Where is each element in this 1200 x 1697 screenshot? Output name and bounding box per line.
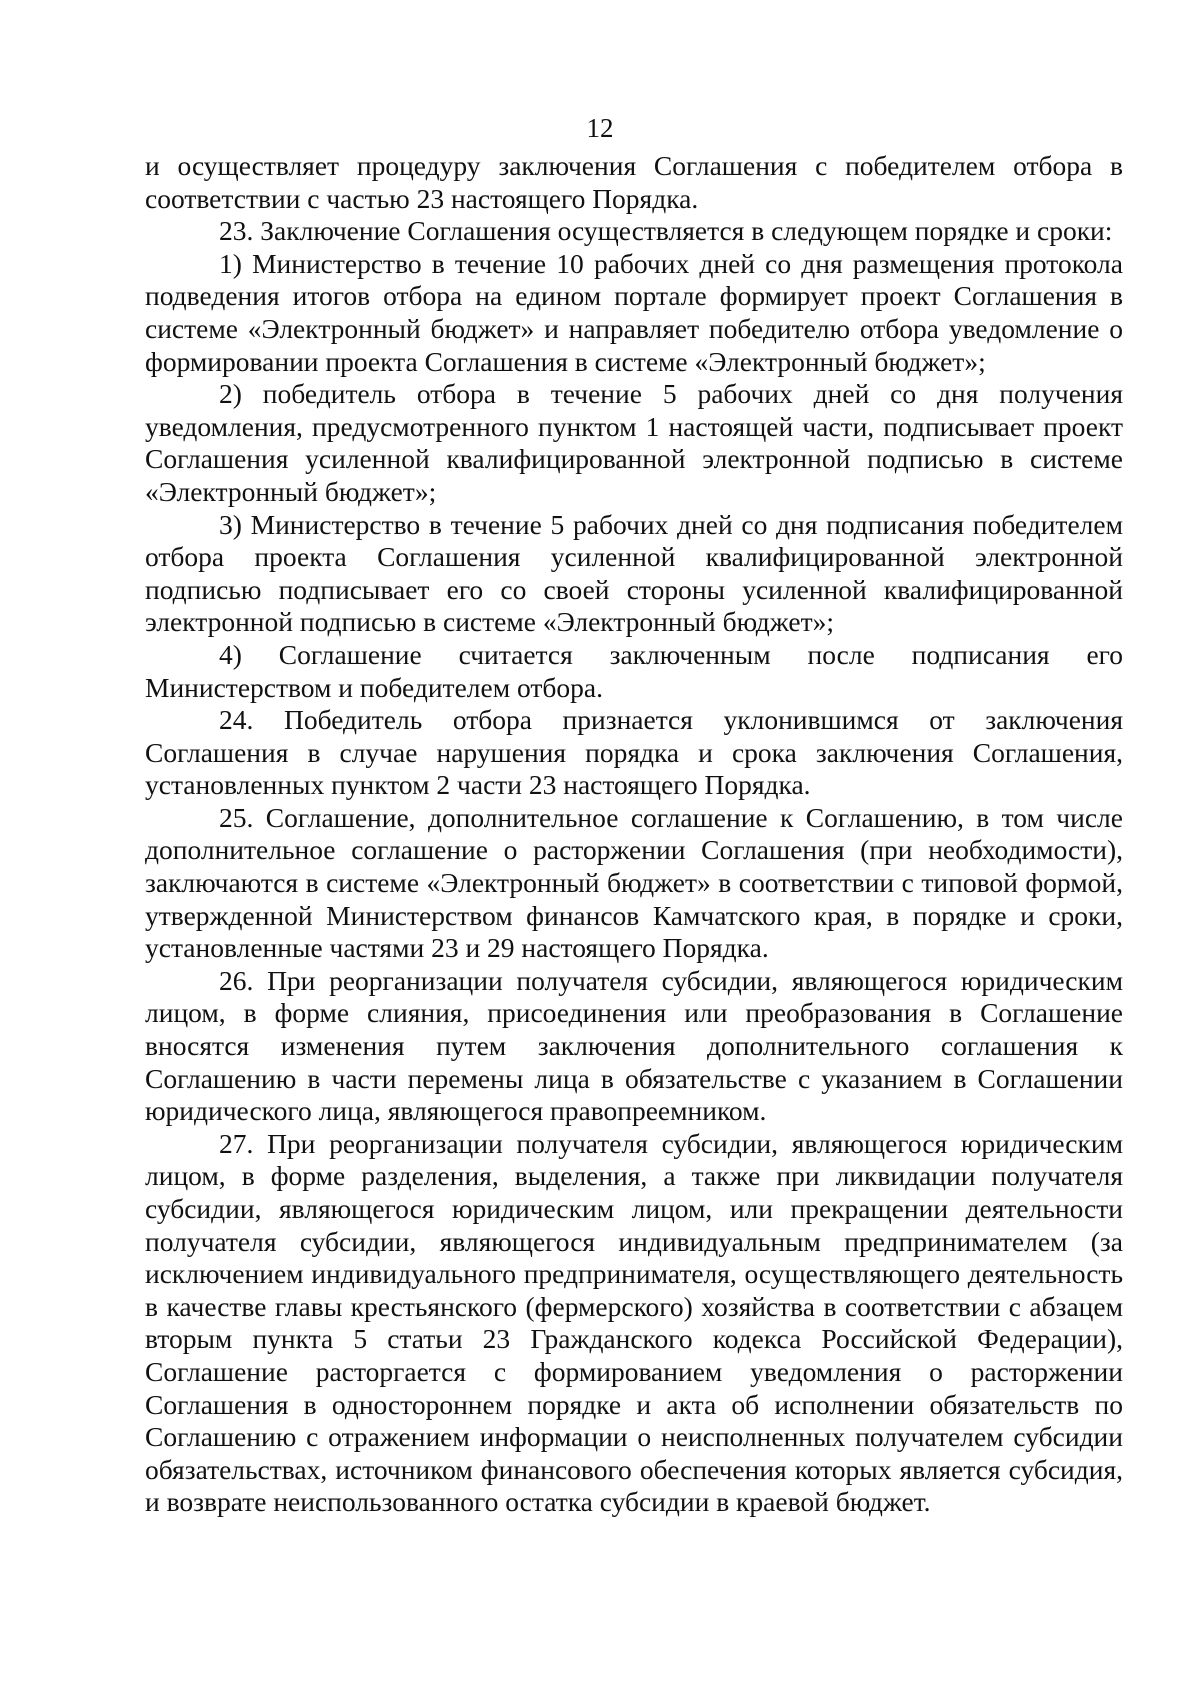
- paragraph-23-item-1: 1) Министерство в течение 10 рабочих дней со дня размещения протокола подведения итогов отбора на едином портале формирует проект Соглашения в системе «Электронный бюджет» и направляет победителю отбора уведомление о формировании проекта Соглашения в системе «Электронный бюджет»;: [145, 247, 1123, 377]
- page-number: 12: [586, 113, 614, 143]
- paragraph-23-item-4: 4) Соглашение считается заключенным после подписания его Министерством и победителем отбора.: [145, 638, 1123, 703]
- paragraph-23-item-3: 3) Министерство в течение 5 рабочих дней со дня подписания победителем отбора проекта Соглашения усиленной квалифицированной электронной подписью подписывает его со своей стороны усиленной квалифицированной электронной подписью в системе «Электронный бюджет»;: [145, 508, 1123, 638]
- paragraph-27: 27. При реорганизации получателя субсидии, являющегося юридическим лицом, в форме разделения, выделения, а также при ликвидации получателя субсидии, являющегося юридическим лицом, или прекращении деятельности получателя субсидии, являющегося индивидуальным предпринимателем (за исключением индивидуального предпринимателя, осуществляющего деятельность в качестве главы крестьянского (фермерского) хозяйства в соответствии с абзацем вторым пункта 5 статьи 23 Гражданского кодекса Российской Федерации), Соглашение расторгается с формированием уведомления о расторжении Соглашения в одностороннем порядке и акта об исполнении обязательств по Соглашению с отражением информации о неисполненных получателем субсидии обязательствах, источником финансового обеспечения которых является субсидия, и возврате неиспользованного остатка субсидии в краевой бюджет.: [145, 1127, 1123, 1518]
- paragraph-23-item-2: 2) победитель отбора в течение 5 рабочих дней со дня получения уведомления, предусмотренного пунктом 1 настоящей части, подписывает проект Соглашения усиленной квалифицированной электронной подписью в системе «Электронный бюджет»;: [145, 378, 1123, 507]
- paragraph-26: 26. При реорганизации получателя субсидии, являющегося юридическим лицом, в форме слияния, присоединения или преобразования в Соглашение вносятся изменения путем заключения дополнительного соглашения к Соглашению в части перемены лица в обязательстве с указанием в Соглашении юридического лица, являющегося правопреемником.: [145, 964, 1123, 1127]
- paragraph-25: 25. Соглашение, дополнительное соглашение к Соглашению, в том числе дополнительное соглашение о расторжении Соглашения (при необходимости), заключаются в системе «Электронный бюджет» в соответствии с типовой формой, утвержденной Министерством финансов Камчатского края, в порядке и сроки, установленные частями 23 и 29 настоящего Порядка.: [145, 801, 1123, 964]
- document-body: [145, 150, 1123, 1519]
- paragraph-24: 24. Победитель отбора признается уклонившимся от заключения Соглашения в случае нарушения порядка и срока заключения Соглашения, установленных пунктом 2 части 23 настоящего Порядка.: [145, 704, 1123, 801]
- paragraph-continuation: и осуществляет процедуру заключения Соглашения с победителем отбора в соответствии с частью 23 настоящего Порядка.: [145, 150, 1123, 214]
- paragraph-23: 23. Заключение Соглашения осуществляется в следующем порядке и сроки:: [219, 215, 1113, 247]
